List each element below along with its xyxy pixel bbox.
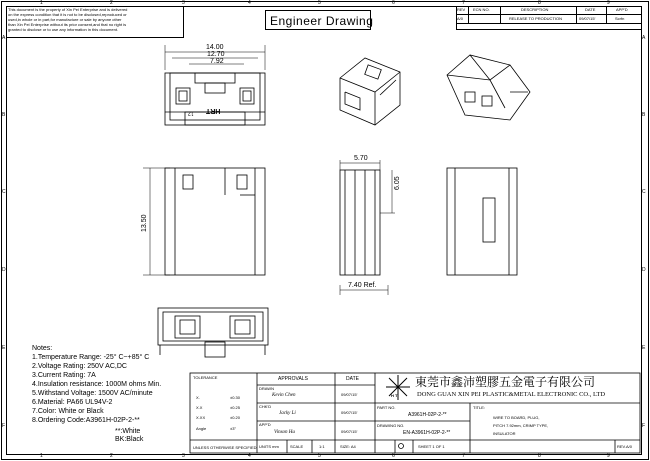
notes-heading: Notes: [32,345,53,352]
rev-description: RELEASE TO PRODUCTION [509,16,562,21]
disclaimer-line: granted to disclose or to use any information in this document. [8,27,119,32]
title-label: TITLE: [473,405,486,410]
logo-text: H T [391,393,398,398]
col-label: 9 [607,453,610,459]
row-label: E [2,345,6,351]
chkd-name: Jacky Li [279,411,296,416]
rev-header: REV [457,7,466,12]
projection-icon [399,444,404,449]
dim-front-height: 13.50 [141,214,148,232]
tolerance-value: ±0.25 [230,405,240,410]
title-line: WIRE TO BOARD, PLUG, [493,415,540,420]
note-item: 3.Current Rating: 7A [32,372,96,379]
tolerance-key: X.XX [196,415,206,420]
company-name-cn: 東莞市鑫沛塑膠五金電子有限公司 [415,375,596,389]
disclaimer-line: than Xin Pei Enterprise without its prior consent,and that no right is [8,22,127,27]
row-label: C [642,189,646,195]
disclaimer-line: This document is the property of Xin Pei Enterprise and is delivered [8,7,128,12]
row-label: A [642,35,646,41]
tolerance-label: TOLERANCE [193,375,218,380]
bottom-view [158,308,268,357]
rev-value: A/0 [457,16,464,21]
col-label: 2 [110,453,113,459]
note-item: 6.Material: PA66 UL94V-2 [32,399,113,406]
appd-label: APP'D [259,422,271,427]
row-label: A [2,35,6,41]
col-label: 8 [538,453,541,459]
approvals-label: APPROVALS [278,376,308,382]
appd-date: 09/07/15' [341,429,358,434]
col-label: 3 [182,0,185,6]
appd-name: Vinson Hu [274,430,295,435]
row-label: E [642,345,646,351]
note-item: 7.Color: White or Black [32,408,104,415]
dim-ref: 7.40 Ref. [348,282,377,289]
drawn-name: Kevin Chen [272,393,296,398]
row-label: F [642,423,646,429]
col-label: 4 [248,0,251,6]
dim-top-width-3: 7.92 [210,58,224,65]
title-line: PITCH 7.92mm, CRIMP TYPE, [493,423,549,428]
color-code-white: **:White [115,428,141,435]
units: UNITS mm [259,444,279,449]
note-item: 8.Ordering Code:A3961H-02P-2-** [32,417,140,424]
dim-side-width: 5.70 [354,155,368,162]
dim-top-width-2: 12.70 [207,51,225,58]
col-label: 6 [392,0,395,6]
note-item: 5.Withstand Voltage: 1500V AC/minute [32,390,153,397]
part-no-label: PART NO. [377,405,396,410]
row-label: B [2,112,6,118]
unless-specified: UNLESS OTHERWISE SPECIFIED [193,445,257,450]
tolerance-key: X.X [196,405,203,410]
size: SIZE: A4 [340,444,356,449]
dim-side-height: 6.05 [394,176,401,190]
scale-value: 1:1 [319,444,325,449]
color-code-black: BK:Black [115,436,144,443]
sheet: SHEET 1 OF 1 [418,444,445,449]
col-label: 4 [248,453,251,459]
part-marking-12: 12 [188,110,194,116]
drawing-title: Engineer Drawing [270,14,374,28]
col-label: 1 [40,0,43,6]
company-name-en: DONG GUAN XIN PEI PLASTIC&METAL ELECTRONIC CO., LTD [417,391,606,398]
chkd-date: 09/07/15' [341,410,358,415]
col-label: 5 [318,0,321,6]
tolerance-key: Angle [196,426,207,431]
scale-label: SCALE [290,444,304,449]
title-line: INSULATOR [493,431,516,436]
col-label: 5 [318,453,321,459]
back-view [447,168,517,275]
appd-header: APP'D [616,7,628,12]
front-view [143,168,265,275]
company-logo-mark [386,375,410,400]
row-label: F [2,423,6,429]
date-label: DATE [346,376,359,382]
iso-view-1 [340,58,400,125]
rev-approver: Scrfn [615,16,625,21]
rev-label: REV.A/0 [617,444,632,449]
col-label: 6 [392,453,395,459]
col-label: 9 [607,0,610,6]
note-item: 4.Insulation resistance: 1000M ohms Min. [32,381,162,388]
drawn-label: DRAWN [259,386,274,391]
col-label: 8 [538,0,541,6]
part-marking-hrt: HRT [206,107,221,114]
drawn-date: 09/07/15' [341,392,358,397]
col-label: 7 [462,0,465,6]
col-label: 1 [40,453,43,459]
tolerance-key: X. [196,395,200,400]
iso-view-2 [447,55,530,120]
chkd-label: CHK'D [259,404,272,409]
description-header: DESCRIPTION [521,7,549,12]
drawing-no-label: DRAWING NO. [377,423,405,428]
col-label: 3 [182,453,185,459]
row-label: D [2,267,6,273]
side-view [340,160,395,295]
row-label: D [642,267,646,273]
date-header: DATE [585,7,596,12]
col-label: 7 [462,453,465,459]
disclaimer-line: used,in whole or in part,for manufacture or sale by anyone other [8,17,122,22]
col-label: 2 [110,0,113,6]
ecn-header: ECN NO. [473,7,490,12]
tolerance-value: ±0.20 [230,415,240,420]
rev-date: 09/07/15' [579,16,596,21]
tolerance-value: ±0.30 [230,395,240,400]
dim-top-width-1: 14.00 [206,44,224,51]
note-item: 1.Temperature Range: -25° C~+85° C [32,354,150,361]
disclaimer-line: on the express condition that it is not to be disclosed,reproduced or [8,12,127,17]
part-no: A3961H-02P-2-** [408,412,447,418]
note-item: 2.Voltage Rating: 250V AC,DC [32,363,127,370]
row-label: C [2,189,6,195]
drawing-no: EN-A3961H-02P-2-** [403,430,451,436]
tolerance-value: ±3° [230,426,237,431]
row-label: B [642,112,646,118]
